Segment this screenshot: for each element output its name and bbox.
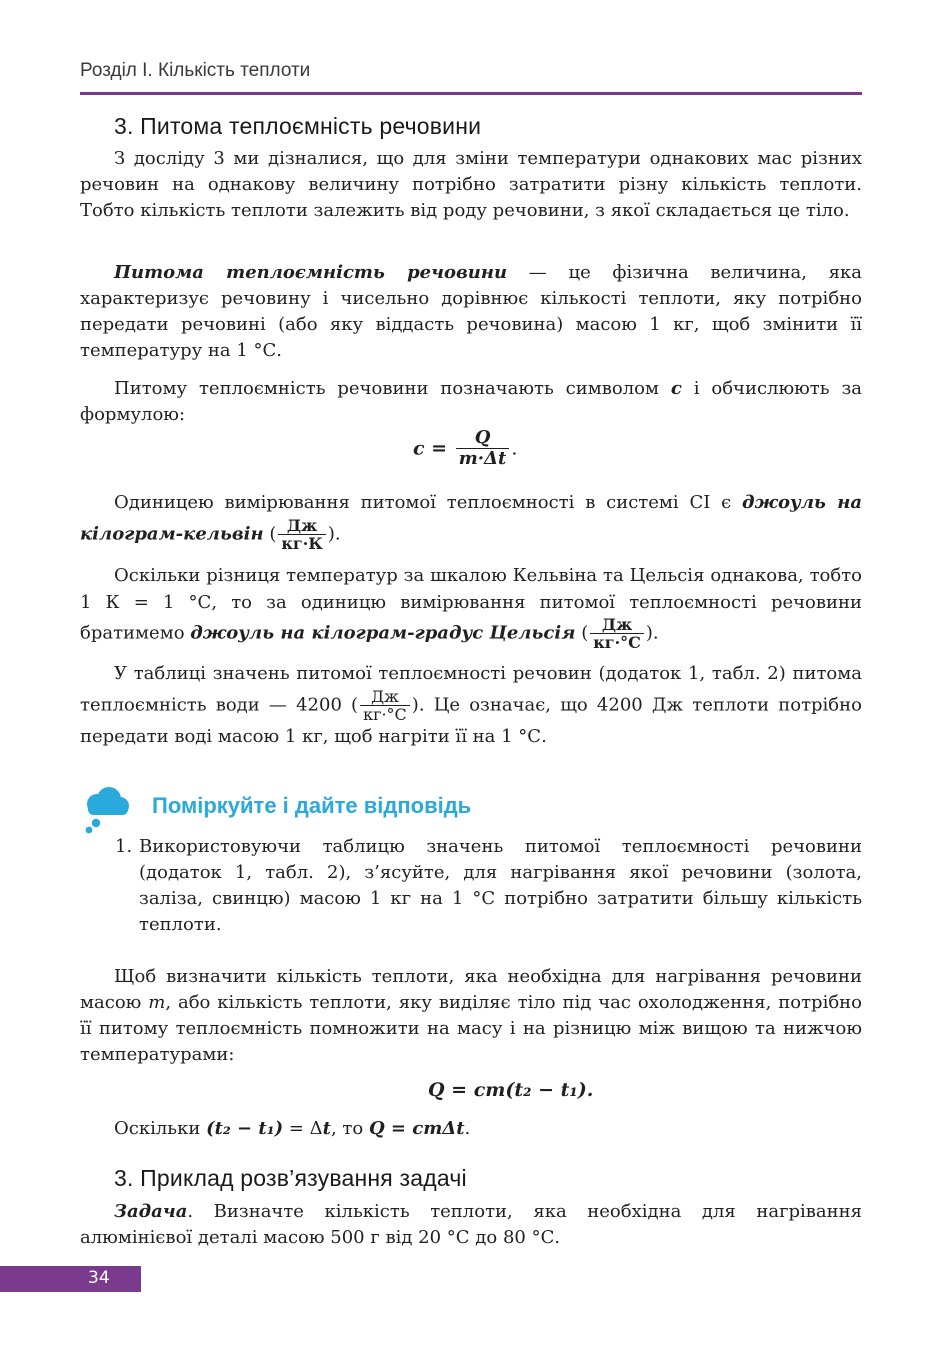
page-number: 34	[88, 1268, 110, 1288]
water-unit-fraction	[360, 688, 410, 723]
definition-term: Питома теплоємність речовини	[114, 262, 508, 283]
si-unit-denominator: кг·К	[281, 534, 323, 553]
section-heading-example: 3. Приклад розв’язування задачі	[114, 1165, 467, 1191]
water-text-b: ). Це означає, що 4200 Дж теплоти потрібно передати воді масою 1 кг, щоб нагріти її на 1 °С.	[80, 694, 862, 747]
si-unit-text: Одиницею вимірювання питомої теплоємності в системі СІ є	[114, 492, 743, 513]
delta-text-b: , то	[330, 1118, 369, 1139]
paragraph-heat-formula-intro	[80, 964, 862, 1068]
paragraph-delta-t	[114, 1116, 862, 1142]
delta-equals: = Δ	[283, 1118, 323, 1139]
delta-expression: (t₂ − t₁)	[206, 1118, 284, 1139]
celsius-unit-fraction	[590, 616, 644, 651]
celsius-unit-close: ).	[645, 622, 659, 644]
definition-text: — це фізична величина, яка характеризує речовину і чисельно дорівнює кількості теплоти, яку потрібно передати речовині (або яку віддасть речовина) масою 1 кг, щоб змінити її температуру на 1 °С.	[80, 262, 862, 361]
symbol-c: c	[670, 378, 682, 399]
formula-heat-quantity: Q = cm(t₂ − t₁).	[428, 1079, 594, 1101]
celsius-unit-numerator: Дж	[590, 616, 644, 634]
task-text: . Визначте кількість теплоти, яка необхідна для нагрівання алюмінієвої деталі масою 500 г від 20 °С до 80 °С.	[80, 1201, 862, 1248]
delta-text-a: Оскільки	[114, 1118, 207, 1139]
si-unit-numerator: Дж	[278, 517, 325, 535]
delta-period: .	[464, 1118, 471, 1139]
formula-fraction	[456, 428, 510, 469]
formula-specific-heat	[413, 428, 517, 469]
running-header: Розділ І. Кількість теплоти	[80, 60, 311, 81]
si-unit-fraction	[278, 517, 325, 552]
celsius-unit-denominator: кг·°С	[593, 633, 641, 652]
si-unit-name: джоуль на кілограм-кельвін	[80, 492, 862, 545]
water-text-a: У таблиці значень питомої теплоємності речовин (додаток 1, табл. 2) питома теплоємність води — 4200 (	[80, 663, 862, 716]
symbol-text-b: і обчислюють за формулою:	[80, 378, 862, 425]
formula-period: .	[511, 437, 518, 460]
symbol-text-a: Питому теплоємність речовини позначають символом	[114, 378, 671, 399]
paragraph-symbol	[80, 376, 862, 428]
heat-intro-text-a: Щоб визначити кількість теплоти, яка необхідна для нагрівання речовини масою	[80, 966, 862, 1013]
heat-intro-text-b: , або кількість теплоти, яку виділяє тіло під час охолодження, потрібно її питому теплоємність помножити на масу і на різницю між вищою та нижчою температурами:	[80, 992, 863, 1065]
paragraph-water-example	[80, 660, 862, 751]
paragraph-celsius-unit	[80, 562, 862, 651]
formula-denominator: m·Δt	[458, 448, 507, 469]
water-unit-denominator: кг·°С	[363, 705, 407, 724]
think-and-answer-title: Поміркуйте і дайте відповідь	[152, 793, 472, 818]
celsius-unit-name: джоуль на кілограм-градус Цельсія	[190, 622, 576, 644]
si-unit-open: (	[263, 523, 277, 545]
delta-t-symbol: t	[322, 1118, 331, 1139]
paragraph-task	[80, 1199, 862, 1251]
si-unit-close: ).	[327, 523, 341, 545]
header-rule	[80, 92, 862, 95]
paragraph-si-unit	[80, 489, 862, 552]
mass-symbol: m	[148, 992, 166, 1013]
question-text: Використовуючи таблицю значень питомої теплоємності речовини (додаток 1, табл. 2), з’ясуйте, для нагрівання якої речовини (золота, заліза, свинцю) масою 1 кг на 1 °С потрібно затратити більшу кількість теплоти.	[139, 836, 862, 935]
paragraph-definition	[80, 260, 862, 364]
formula-numerator: Q	[456, 428, 510, 449]
paragraph-intro: З досліду 3 ми дізналися, що для зміни температури однакових мас різних речовин на однакову величину потрібно затратити різну кількість теплоти. Тобто кількість теплоти залежить від роду речовини, з якої складається це тіло.	[80, 148, 862, 221]
delta-formula: Q = cmΔt	[368, 1118, 465, 1139]
page-number-bar	[0, 1266, 141, 1292]
cloud-icon	[80, 786, 132, 836]
formula-lhs: c =	[413, 437, 448, 460]
water-unit-numerator: Дж	[360, 688, 410, 706]
question-number: 1.	[115, 836, 133, 857]
celsius-unit-text: Оскільки різниця температур за шкалою Кельвіна та Цельсія однакова, тобто 1 К = 1 °С, то за одиницю вимірювання питомої теплоємності речовини братимемо	[80, 565, 862, 644]
section-heading-specific-heat: 3. Питома теплоємність речовини	[114, 113, 482, 139]
task-label: Задача	[114, 1201, 188, 1222]
celsius-unit-open: (	[575, 622, 589, 644]
